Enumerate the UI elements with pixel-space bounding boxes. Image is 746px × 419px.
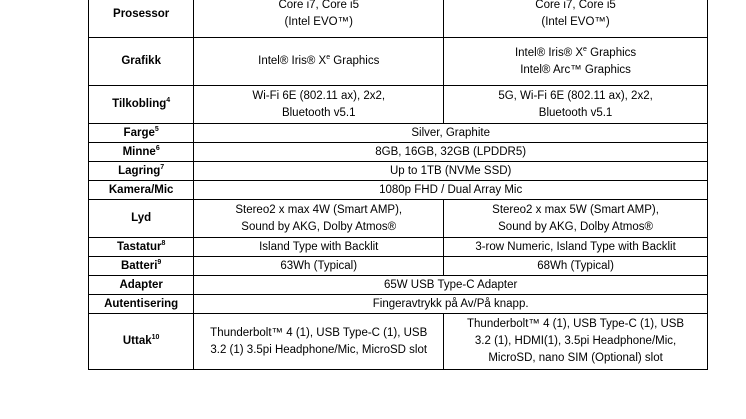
- model-1-value: [194, 200, 444, 238]
- value-line: Sound by AKG, Dolby Atmos®: [241, 220, 397, 233]
- value-line: MicroSD, nano SIM (Optional) slot: [488, 352, 663, 364]
- value-superscript: e: [583, 45, 587, 53]
- model-1-value: [194, 38, 444, 86]
- row-uttak: [89, 314, 708, 370]
- footnote-marker: 5: [154, 125, 159, 133]
- label-text: Tastatur: [116, 240, 162, 253]
- footnote-marker: 8: [161, 239, 166, 247]
- model-2-value: 3-row Numeric, Island Type with Backlit: [444, 238, 708, 257]
- row-autentisering: [89, 295, 708, 314]
- shared-value: Silver, Graphite: [194, 124, 708, 143]
- value-line: Thunderbolt™ 4 (1), USB Type-C (1), USB: [210, 326, 428, 339]
- value-line: Stereo2 x max 4W (Smart AMP),: [235, 203, 403, 216]
- row-lagring: [89, 162, 708, 181]
- value-line: 5G, Wi-Fi 6E (802.11 ax), 2x2,: [498, 89, 653, 102]
- row-batteri: [89, 257, 708, 276]
- model-2-value: [444, 0, 708, 38]
- row-label: Adapter: [89, 276, 194, 295]
- row-label: [89, 162, 194, 181]
- label-text: Lagring: [118, 164, 161, 177]
- row-farge: [89, 124, 708, 143]
- row-label: Lyd: [89, 200, 194, 238]
- shared-value: Up to 1TB (NVMe SSD): [194, 162, 708, 181]
- value-line: Bluetooth v5.1: [281, 106, 356, 119]
- row-label: [89, 238, 194, 257]
- model-1-value: [194, 86, 444, 124]
- spec-table: [88, 0, 708, 370]
- value-line: Sound by AKG, Dolby Atmos®: [498, 220, 653, 233]
- value-line: 3.2 (1), HDMI(1), 3.5pi Headphone/Mic,: [474, 335, 677, 347]
- value-line: Thunderbolt™ 4 (1), USB Type-C (1), USB: [467, 318, 685, 330]
- model-2-value: [444, 86, 708, 124]
- value-line: Core i7, Core i5: [278, 0, 359, 11]
- value-line: Wi-Fi 6E (802.11 ax), 2x2,: [252, 89, 386, 102]
- row-lyd: [89, 200, 708, 238]
- row-label: [89, 314, 194, 370]
- shared-value: 1080p FHD / Dual Array Mic: [194, 181, 708, 200]
- value-line: Bluetooth v5.1: [538, 106, 613, 119]
- row-kamera: [89, 181, 708, 200]
- footnote-marker: 10: [151, 334, 160, 342]
- model-2-value: [444, 200, 708, 238]
- value-text: Intel® Iris® X: [258, 55, 327, 67]
- model-2-value: 68Wh (Typical): [444, 257, 708, 276]
- model-2-value: [444, 314, 708, 370]
- row-label: [89, 257, 194, 276]
- row-prosessor: [89, 0, 708, 38]
- label-text: Batteri: [120, 259, 158, 272]
- footnote-marker: 6: [155, 144, 160, 152]
- row-label: [89, 124, 194, 143]
- row-label: Kamera/Mic: [89, 181, 194, 200]
- row-label: Grafikk: [89, 38, 194, 86]
- row-label: [89, 86, 194, 124]
- label-text: Farge: [123, 126, 155, 139]
- value-line: (Intel EVO™): [541, 16, 610, 28]
- row-adapter: [89, 276, 708, 295]
- model-2-value: [444, 38, 708, 86]
- value-text: Graphics: [330, 55, 380, 67]
- value-superscript: e: [326, 54, 331, 62]
- value-text: Graphics: [586, 46, 637, 59]
- value-line: (Intel EVO™): [284, 16, 353, 28]
- value-line: [447, 45, 704, 62]
- value-text: Intel® Iris® X: [514, 46, 584, 59]
- model-1-value: Island Type with Backlit: [194, 238, 444, 257]
- shared-value: Fingeravtrykk på Av/På knapp.: [194, 295, 708, 314]
- row-label: Prosessor: [89, 0, 194, 38]
- row-grafikk: [89, 38, 708, 86]
- row-label: [89, 143, 194, 162]
- row-minne: [89, 143, 708, 162]
- row-tilkobling: [89, 86, 708, 124]
- footnote-marker: 9: [157, 258, 162, 266]
- shared-value: 65W USB Type-C Adapter: [194, 276, 708, 295]
- model-1-value: [194, 314, 444, 370]
- model-1-value: 63Wh (Typical): [194, 257, 444, 276]
- shared-value: 8GB, 16GB, 32GB (LPDDR5): [194, 143, 708, 162]
- value-line: Stereo2 x max 5W (Smart AMP),: [492, 203, 659, 216]
- row-label: Autentisering: [89, 295, 194, 314]
- label-text: Tilkobling: [112, 98, 167, 110]
- row-tastatur: [89, 238, 708, 257]
- footnote-marker: 4: [166, 97, 171, 105]
- model-1-value: [194, 0, 444, 38]
- value-line: Core i7, Core i5: [535, 0, 616, 11]
- footnote-marker: 7: [160, 163, 165, 171]
- value-line: Intel® Arc™ Graphics: [520, 63, 631, 76]
- label-text: Minne: [122, 145, 156, 158]
- label-text: Uttak: [122, 335, 152, 347]
- value-line: 3.2 (1) 3.5pi Headphone/Mic, MicroSD slot: [210, 343, 428, 356]
